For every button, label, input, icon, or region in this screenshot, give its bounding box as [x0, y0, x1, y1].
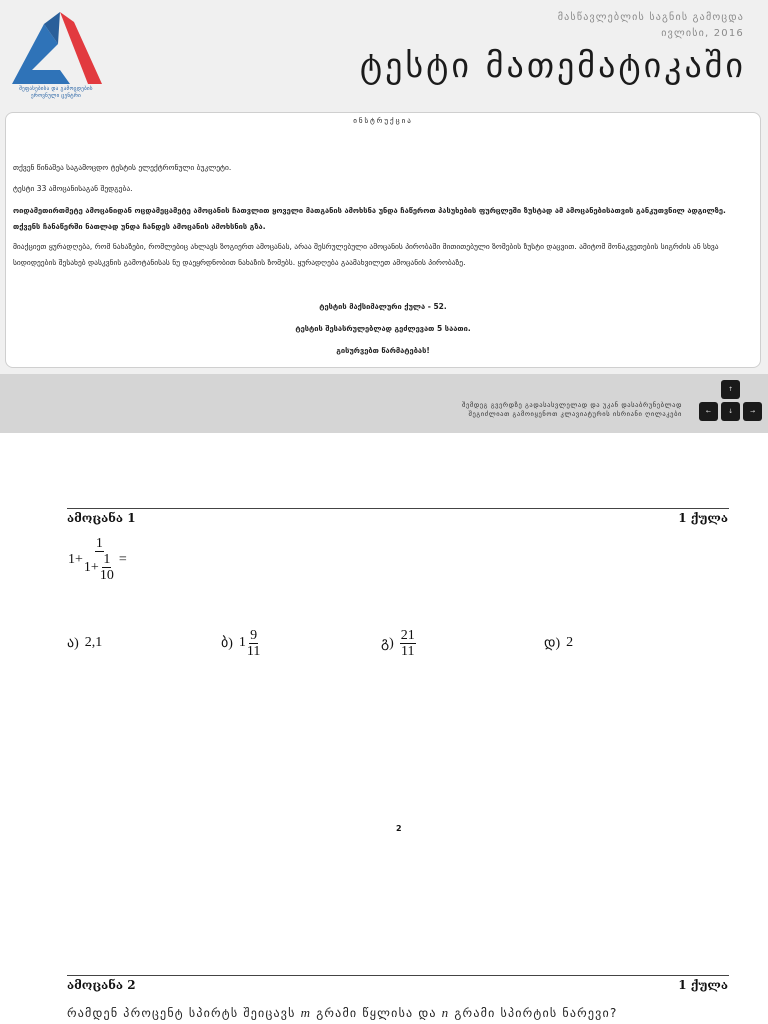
answer-option-c[interactable] — [381, 626, 416, 660]
instruction-drawings: მიაქციეთ ყურადღება, რომ ნახაზები, რომლებიც ახლავს ზოგიერთ ამოცანას, არაა შესრულებული ამოცანის პირობაში მითითებული ზომების ზუსტი დაცვით. ამიტომ მონაკვეთების სიგრძის ან სხვა სიდიდეების შესახებ დასკვნის გამოტანისას ნუ დაეყრდნობით ნახაზის ზომებს. ყურადღება გაამახვილეთ ამოცანის პირობაზე. — [13, 242, 719, 267]
answer-b-denominator: 11 — [246, 643, 261, 659]
fraction-denominator — [83, 552, 116, 583]
navigation-hint — [462, 401, 682, 419]
answer-option-d[interactable] — [544, 626, 573, 660]
answer-c-denominator: 11 — [401, 643, 415, 659]
navigation-hint-line1: შემდეგ გვერდზე გადასასვლელად და უკან დასაბრუნებლად — [462, 401, 682, 409]
question-2-text-a: რამდენ პროცენტ სპირტს შეიცავს — [67, 1006, 301, 1020]
answer-b-whole: 1 — [238, 635, 246, 650]
page-title: ტესტი მათემატიკაში — [359, 46, 746, 86]
variable-m: m — [300, 1005, 312, 1020]
publisher-info — [558, 10, 744, 42]
answer-b-fraction — [246, 628, 261, 659]
arrow-left-key-icon[interactable]: ← — [699, 402, 718, 421]
instruction-booklet: თქვენ წინაშეა საგამოცდო ტესტის ელექტრონული ბუკლეტი. — [13, 163, 232, 172]
expr-equals: = — [118, 551, 127, 567]
arrow-up-key-icon[interactable]: ↑ — [721, 380, 740, 399]
logo-caption — [10, 86, 102, 100]
question-1-divider — [67, 508, 729, 509]
header-area — [0, 0, 768, 433]
expr-plus: + — [75, 551, 83, 567]
exam-name: მასწავლებლის საგნის გამოცდა — [557, 12, 744, 23]
question-2-title: ამოცანა 2 — [67, 978, 136, 992]
instructions-box — [5, 112, 761, 368]
duration: ტესტის შესასრულებლად გეძლევათ 5 საათი. — [295, 324, 471, 333]
answer-option-a[interactable] — [67, 626, 102, 660]
arrow-down-key-icon[interactable]: ↓ — [721, 402, 740, 421]
answer-a-label: ა) — [67, 635, 79, 651]
logo-caption-line1: შეფასებისა და გამოცდების — [19, 86, 93, 92]
inner-one: 1 — [83, 560, 91, 575]
inner-denominator: 10 — [99, 568, 114, 583]
answer-c-numerator: 21 — [400, 627, 415, 643]
answer-option-b[interactable] — [221, 626, 261, 660]
answer-b-numerator: 9 — [250, 627, 258, 643]
exam-date: ივლისი, 2016 — [661, 28, 744, 39]
max-score: ტესტის მაქსიმალური ქულა - 52. — [319, 302, 447, 311]
instruction-answer-sheet: ოიდამეთირთმეტე ამოცანიდან ოცდამეცამეტე ამოცანის ჩათვლით ყოველი მათგანის ამოხსნა უნდა ჩაწეროთ პასუხების ფურცლეში ზუსტად ამ ამოცანებისათვის განკუთვნილ ადგილზე. თქვენს ჩანაწერში ნათლად უნდა ჩანდეს ამოცანის ამოხსნის გზა. — [13, 206, 726, 231]
instructions-heading: ინსტრუქცია — [353, 117, 413, 125]
question-2-text — [67, 1005, 618, 1021]
navigation-bar — [0, 374, 768, 433]
inner-numerator: 1 — [103, 552, 111, 567]
navigation-hint-line2: შეგიძლიათ გამოიყენოთ კლავიატურის ისრიანი ღილაკები — [468, 410, 682, 418]
logo-caption-line2: ეროვნული ცენტრი — [30, 93, 82, 99]
logo-triangle-icon — [10, 10, 102, 88]
continued-fraction — [83, 536, 116, 583]
question-2-divider — [67, 975, 729, 976]
inner-plus: + — [90, 560, 99, 575]
instruction-count: ტესტი 33 ამოცანისაგან შედგება. — [13, 184, 133, 193]
answer-c-fraction — [400, 628, 416, 659]
answer-d-value: 2 — [566, 635, 574, 650]
answer-d-label: დ) — [544, 635, 561, 651]
arrow-right-key-icon[interactable]: → — [743, 402, 762, 421]
inner-fraction — [99, 552, 115, 583]
answer-b-label: ბ) — [221, 635, 233, 651]
page-number: 2 — [396, 824, 402, 833]
question-2-text-b: გრამი წყლისა და — [311, 1006, 442, 1020]
question-2-points: 1 ქულა — [678, 978, 728, 992]
question-2-text-c: გრამი სპირტის ნარევი? — [449, 1006, 618, 1020]
expr-one: 1 — [68, 551, 75, 567]
variable-n: n — [441, 1005, 450, 1020]
good-luck: გისურვებთ წარმატებას! — [336, 346, 430, 355]
question-1-points: 1 ქულა — [678, 511, 728, 525]
answer-a-value: 2,1 — [84, 635, 103, 650]
question-1-expression — [68, 536, 127, 583]
naec-logo — [10, 10, 102, 106]
fraction-numerator: 1 — [95, 536, 103, 551]
question-1-title: ამოცანა 1 — [67, 511, 136, 525]
answer-c-label: გ) — [381, 635, 394, 651]
